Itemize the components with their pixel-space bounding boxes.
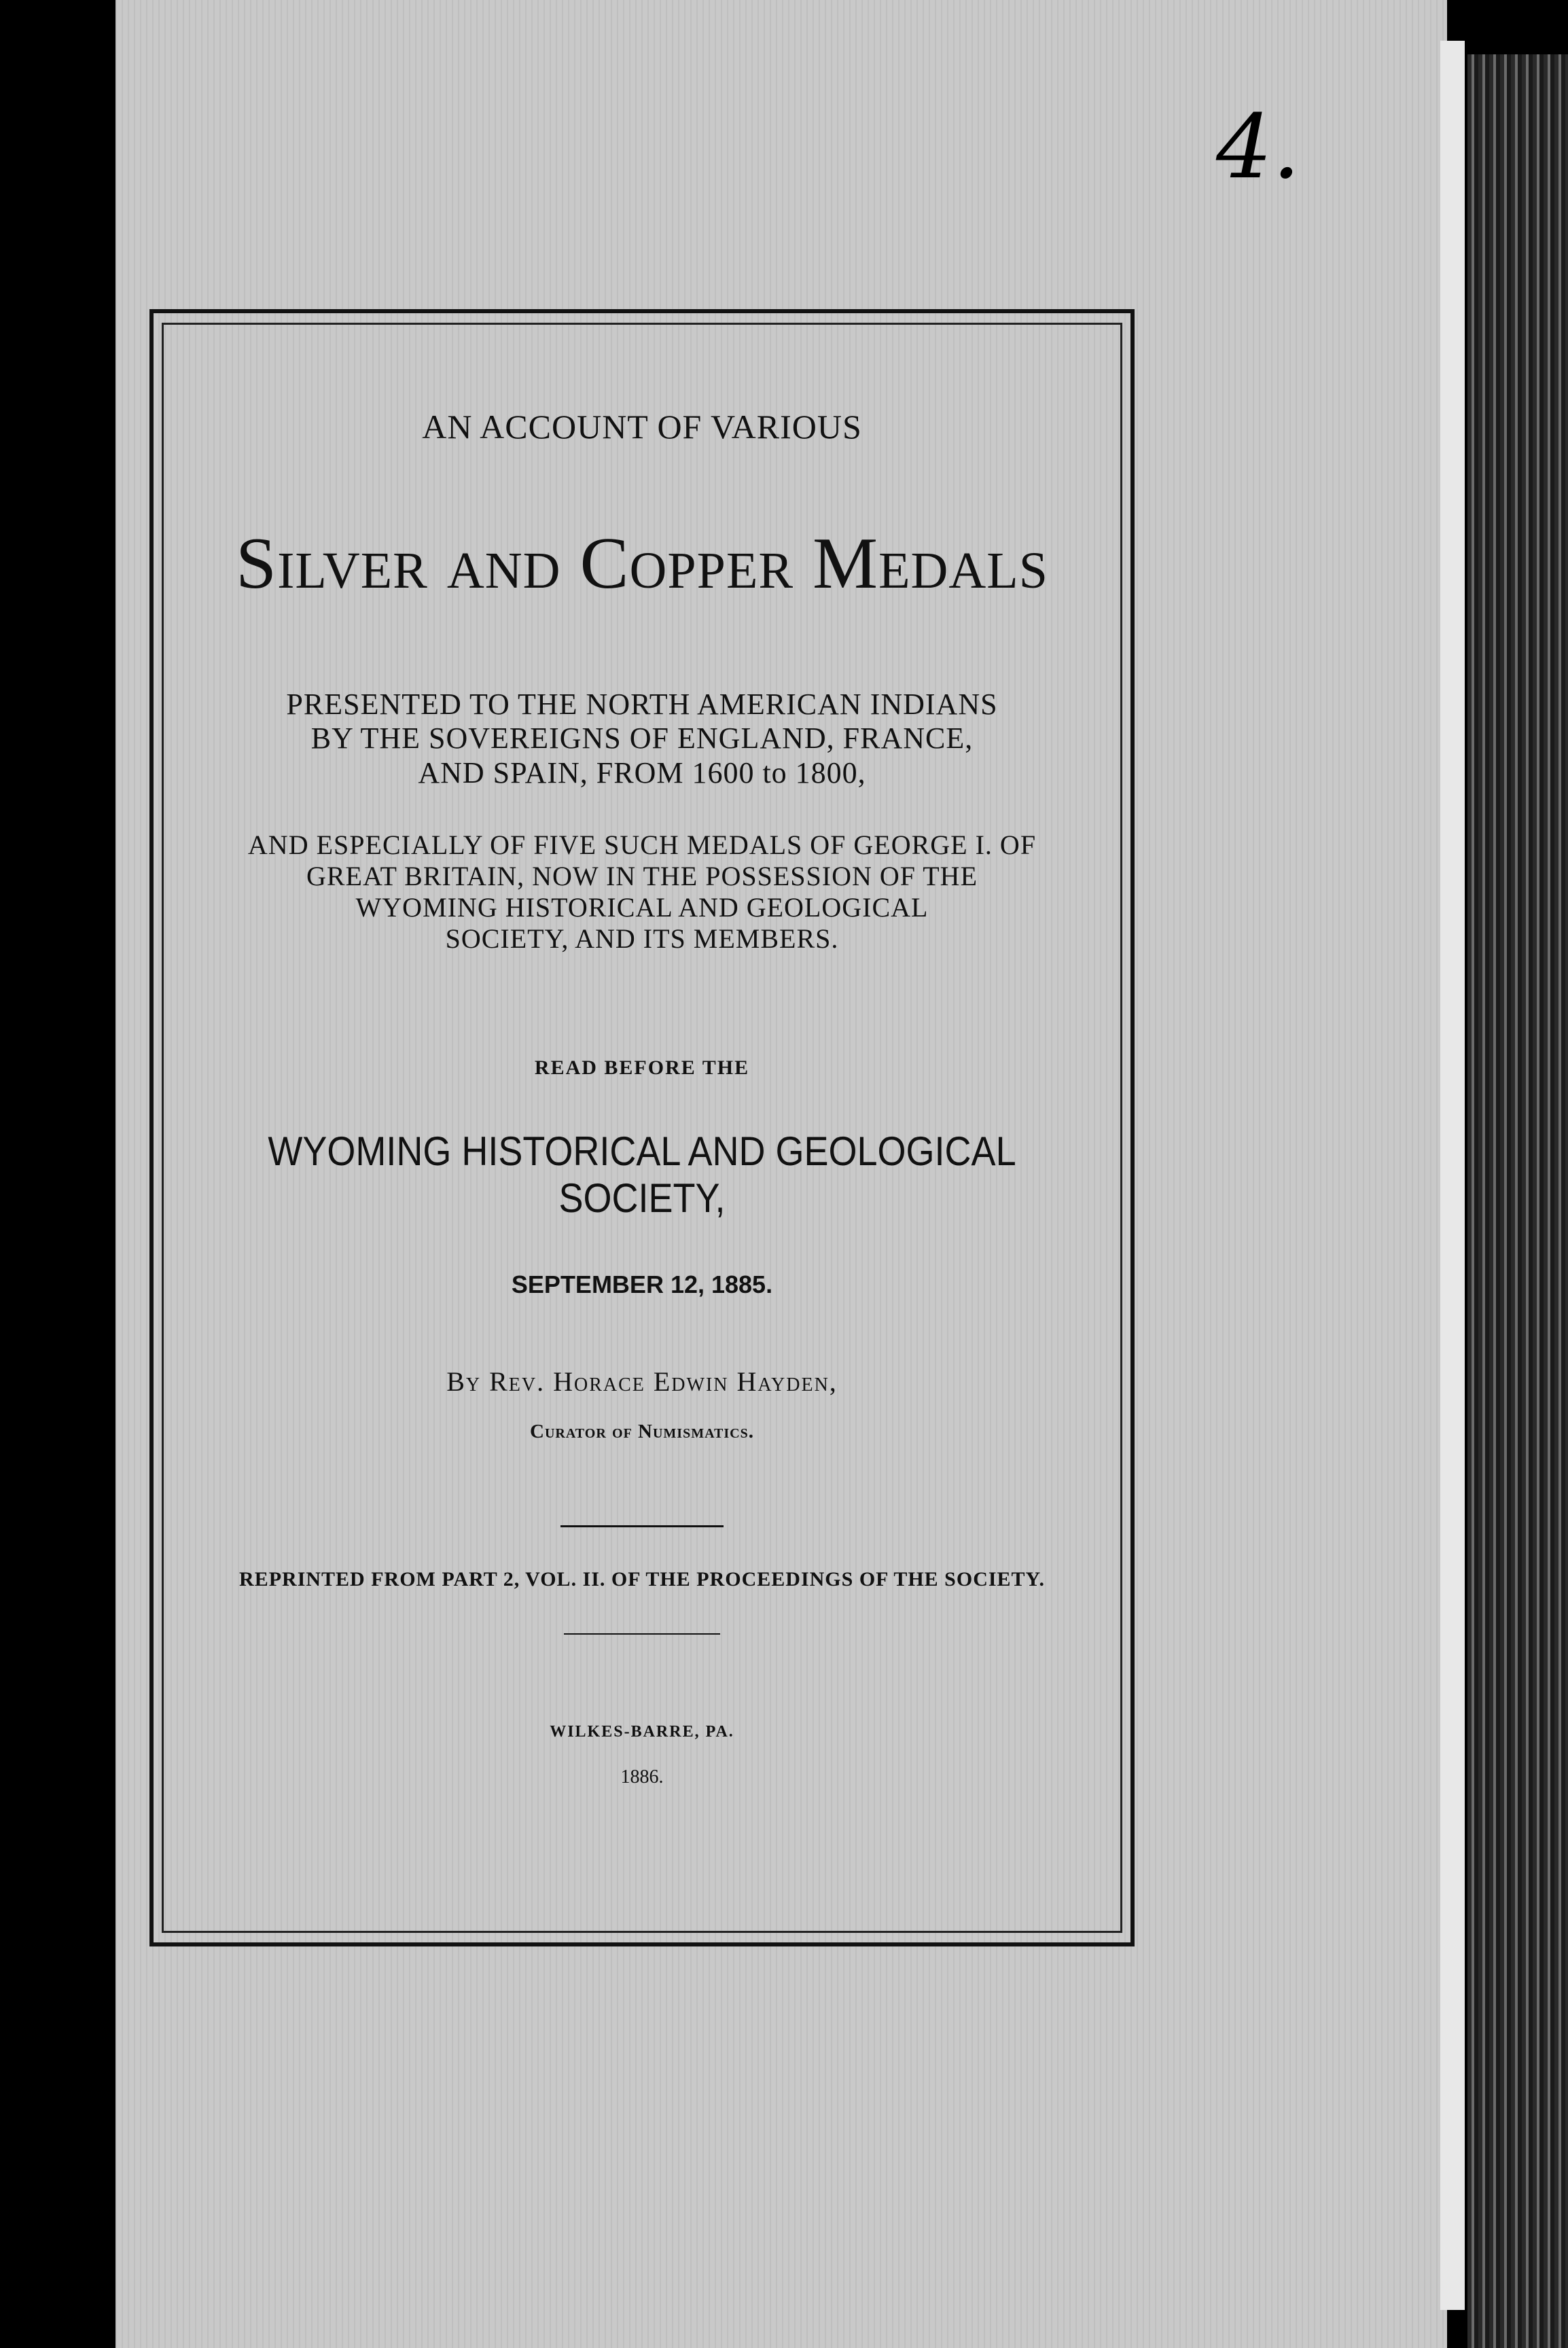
book-binding-edge <box>1467 54 1568 2348</box>
society-name: WYOMING HISTORICAL AND GEOLOGICAL SOCIETY, <box>268 1128 1016 1221</box>
reading-date: SEPTEMBER 12, 1885. <box>511 1270 773 1298</box>
presented-line: BY THE SOVEREIGNS OF ENGLAND, FRANCE, <box>310 722 974 755</box>
publisher-place: WILKES-BARRE, PA. <box>550 1723 734 1741</box>
presented-paragraph <box>177 688 1107 791</box>
handwritten-page-number: 4. <box>1216 95 1301 198</box>
especially-line: SOCIETY, AND ITS MEMBERS. <box>445 923 839 955</box>
intro-line: AN ACCOUNT OF VARIOUS <box>422 408 862 446</box>
main-title: Silver and Copper Medals <box>236 522 1048 604</box>
especially-line: AND ESPECIALLY OF FIVE SUCH MEDALS OF GEORGE I. OF <box>247 830 1037 861</box>
especially-paragraph <box>177 830 1107 955</box>
especially-line: WYOMING HISTORICAL AND GEOLOGICAL <box>355 892 929 923</box>
divider-rule <box>564 1633 720 1635</box>
presented-line: AND SPAIN, FROM 1600 to 1800, <box>418 755 866 789</box>
publication-year: 1886. <box>620 1766 664 1787</box>
author-title: Curator of Numismatics. <box>530 1421 754 1443</box>
presented-line: PRESENTED TO THE NORTH AMERICAN INDIANS <box>286 687 998 721</box>
especially-line: GREAT BRITAIN, NOW IN THE POSSESSION OF THE <box>306 861 978 892</box>
author-line: By Rev. Horace Edwin Hayden, <box>446 1366 838 1398</box>
read-before-line: READ BEFORE THE <box>534 1056 750 1080</box>
page-edge <box>1440 41 1465 2310</box>
title-page-content <box>177 408 1107 1788</box>
reprint-notice: REPRINTED FROM PART 2, VOL. II. OF THE PROCEEDINGS OF THE SOCIETY. <box>239 1567 1045 1590</box>
divider-rule <box>560 1525 724 1527</box>
